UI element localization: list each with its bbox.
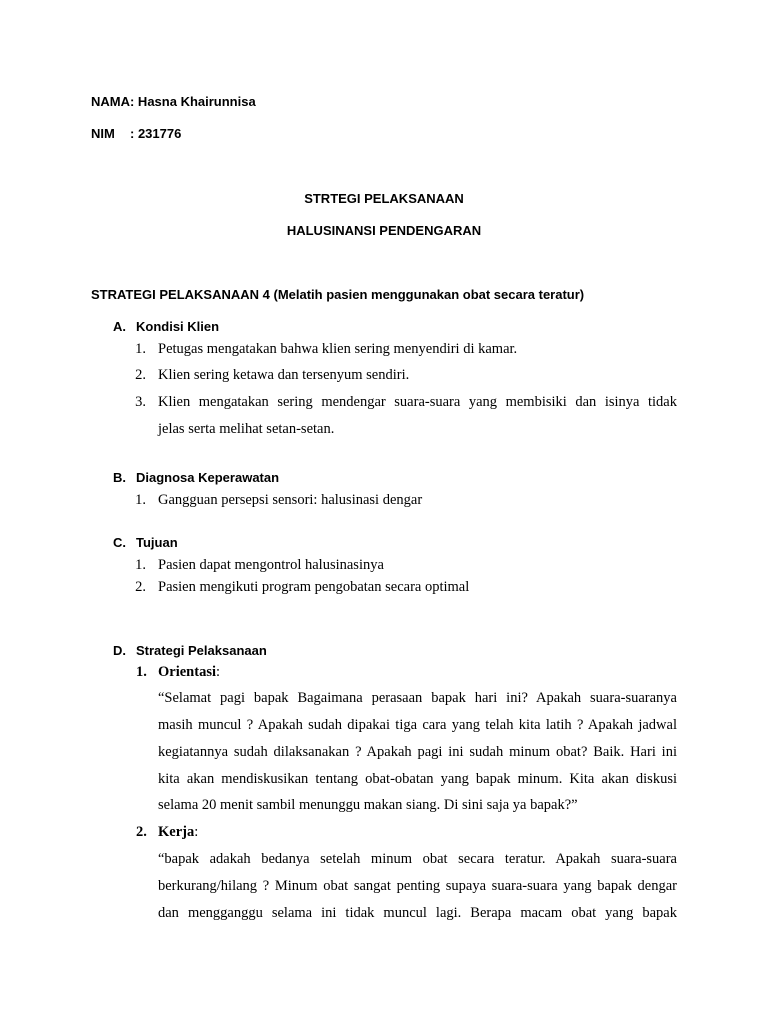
paragraph-line: dan mengganggu selama ini tidak muncul lagi. Berapa macam obat yang bapak — [158, 905, 677, 921]
subsection-label: Kerja — [158, 824, 195, 840]
section-title-diagnosa: Diagnosa Keperawatan — [136, 470, 280, 485]
paragraph-line: berkurang/hilang ? Minum obat sangat penting supaya suara-suara yang bapak dengar — [158, 878, 677, 894]
list-number: 1. — [135, 557, 146, 573]
paragraph-line: selama 20 menit sambil menunggu makan siang. Di sini saja ya bapak?” — [158, 797, 578, 813]
section-marker: D. — [113, 643, 126, 658]
list-item-line: Klien mengatakan sering mendengar suara-suara yang membisiki dan isinya tidak — [158, 394, 677, 410]
section-marker: C. — [113, 535, 126, 550]
section-marker: A. — [113, 319, 126, 334]
list-item: Klien sering ketawa dan tersenyum sendiri. — [158, 367, 410, 383]
list-item: Pasien dapat mengontrol halusinasinya — [158, 557, 384, 573]
nim-label: NIM — [91, 126, 115, 141]
subsection-number: 2. — [136, 824, 147, 840]
subsection-colon: : — [194, 824, 199, 840]
paragraph-line: “bapak adakah bedanya setelah minum obat secara teratur. Apakah suara-suara — [158, 851, 677, 867]
paragraph-line: kita akan mendiskusikan tentang obat-obatan yang bapak minum. Kita akan diskusi — [158, 771, 677, 787]
list-item: Petugas mengatakan bahwa klien sering menyendiri di kamar. — [158, 341, 518, 357]
section-title-strategi: Strategi Pelaksanaan — [136, 643, 267, 658]
strategy-heading: STRATEGI PELAKSANAAN 4 (Melatih pasien menggunakan obat secara teratur) — [91, 287, 585, 302]
list-number: 1. — [135, 341, 146, 357]
list-number: 2. — [135, 579, 146, 595]
subsection-label: Orientasi — [158, 664, 216, 680]
subsection-heading-kerja — [158, 824, 198, 841]
section-marker: B. — [113, 470, 126, 485]
paragraph-line: kegiatannya sudah dilaksanakan ? Apakah pagi ini sudah minum obat? Baik. Hari ini — [158, 744, 677, 760]
subsection-colon: : — [216, 664, 221, 680]
list-item: Gangguan persepsi sensori: halusinasi dengar — [158, 492, 423, 508]
list-item: Pasien mengikuti program pengobatan secara optimal — [158, 579, 470, 595]
paragraph-line: “Selamat pagi bapak Bagaimana perasaan bapak hari ini? Apakah suara-suaranya — [158, 690, 677, 706]
section-title-kondisi-klien: Kondisi Klien — [136, 319, 220, 334]
subsection-number: 1. — [136, 664, 147, 680]
subsection-heading-orientasi — [158, 664, 220, 681]
nim-value: : 231776 — [130, 126, 182, 141]
paragraph-line: masih muncul ? Apakah sudah dipakai tiga cara yang telah kita latih ? Apakah jadwal — [158, 717, 677, 733]
student-name: NAMA: Hasna Khairunnisa — [91, 94, 256, 109]
list-number: 3. — [135, 394, 146, 410]
section-title-tujuan: Tujuan — [136, 535, 178, 550]
list-item-line: jelas serta melihat setan-setan. — [158, 421, 335, 437]
list-number: 2. — [135, 367, 146, 383]
list-number: 1. — [135, 492, 146, 508]
document-title: STRTEGI PELAKSANAAN — [304, 191, 464, 206]
document-subtitle: HALUSINANSI PENDENGARAN — [286, 223, 482, 238]
